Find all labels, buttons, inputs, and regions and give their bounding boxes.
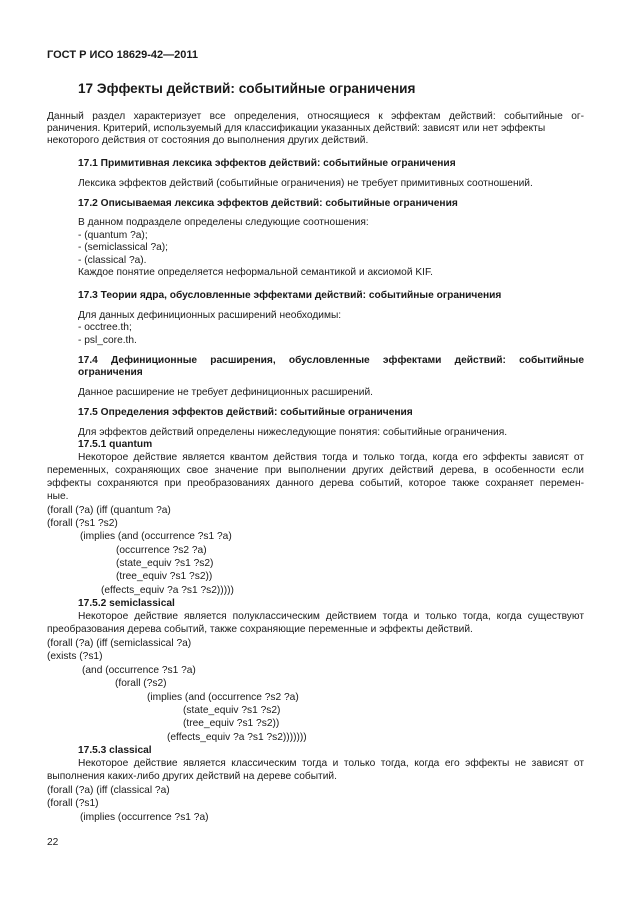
paragraph-line: Каждое понятие определяется неформальной семантикой и аксиомой KIF. (78, 267, 433, 278)
page-number: 22 (47, 837, 59, 848)
code-line: (occurrence ?s2 ?a) (116, 545, 207, 556)
section-17-1-heading: 17.1 Примитивная лексика эффектов действий: событийные ограничения (78, 158, 456, 169)
code-line: (effects_equiv ?a ?s1 ?s2))))))) (167, 732, 307, 743)
paragraph-line: выполнения каких-либо других действий на дереве событий. (47, 771, 337, 782)
paragraph-line: В данном подразделе определены следующие соотношения: (78, 217, 369, 228)
paragraph-line: преобразования дерева событий, также сохраняющие переменные и эффекты действий. (47, 624, 473, 635)
code-line: (forall (?s1) (47, 798, 99, 809)
list-item: - occtree.th; (78, 322, 132, 333)
code-line: (and (occurrence ?s1 ?a) (82, 665, 196, 676)
section-17-3-heading: 17.3 Теории ядра, обусловленные эффектами действий: событийные ограничения (78, 290, 502, 301)
code-line: (implies (and (occurrence ?s2 ?a) (147, 692, 299, 703)
section-17-4-text: Данное расширение не требует дефиниционных расширений. (78, 387, 373, 398)
section-17-heading: 17 Эффекты действий: событийные ограничения (78, 81, 416, 96)
section-17-5-intro: Для эффектов действий определены нижеследующие понятия: событийные ограничения. (78, 427, 508, 438)
code-line: (forall (?s1 ?s2) (47, 518, 118, 529)
code-line: (implies (and (occurrence ?s1 ?a) (80, 531, 232, 542)
document-header: ГОСТ Р ИСО 18629-42—2011 (47, 49, 199, 61)
paragraph-line: Некоторое действие является квантом действия тогда и только тогда, когда его эффекты зависят от (78, 452, 584, 463)
section-17-2-heading: 17.2 Описываемая лексика эффектов действий: событийные ограничения (78, 198, 458, 209)
section-17-5-heading: 17.5 Определения эффектов действий: событийные ограничения (78, 407, 413, 418)
code-line: (tree_equiv ?s1 ?s2)) (116, 571, 213, 582)
code-line: (state_equiv ?s1 ?s2) (183, 705, 281, 716)
paragraph-line: Некоторое действие является полуклассическим действием тогда и только тогда, когда существуют (78, 611, 584, 622)
code-line: (forall (?a) (iff (quantum ?a) (47, 505, 171, 516)
list-item: - (semiclassical ?a); (78, 242, 169, 253)
code-line: (exists (?s1) (47, 651, 103, 662)
code-line: (forall (?a) (iff (semiclassical ?a) (47, 638, 192, 649)
paragraph-line: раничения. Критерий, используемый для классификации указанных действий: зависят или нет эффекты (47, 123, 546, 134)
code-line: (tree_equiv ?s1 ?s2)) (183, 718, 280, 729)
paragraph-line: Данный раздел характеризует все определения, относящиеся к эффектам действий: событийные ог- (47, 111, 584, 122)
section-17-1-text: Лексика эффектов действий (событийные ограничения) не требует примитивных соотношений. (78, 178, 533, 189)
section-17-4-heading: 17.4 Дефиниционные расширения, обусловленные эффектами действий: событийные (78, 355, 584, 366)
section-17-4-heading-cont: ограничения (78, 367, 143, 378)
code-line: (effects_equiv ?a ?s1 ?s2))))) (101, 585, 234, 596)
paragraph-line: Некоторое действие является классическим тогда и только тогда, когда его эффекты не зависят от (78, 758, 584, 769)
code-line: (forall (?s2) (115, 678, 167, 689)
section-17-5-2-heading: 17.5.2 semiclassical (78, 598, 175, 609)
paragraph-line: Для данных дефиниционных расширений необходимы: (78, 310, 342, 321)
section-17-5-3-heading: 17.5.3 classical (78, 745, 152, 756)
code-line: (state_equiv ?s1 ?s2) (116, 558, 214, 569)
paragraph-line: ные. (47, 491, 69, 502)
list-item: - psl_core.th. (78, 335, 137, 346)
section-17-5-1-heading: 17.5.1 quantum (78, 439, 153, 450)
paragraph-line: некоторого действия от состояния до выполнения других действий. (47, 135, 369, 146)
code-line: (implies (occurrence ?s1 ?a) (80, 812, 209, 823)
list-item: - (quantum ?a); (78, 230, 148, 241)
paragraph-line: эффекты сохраняются при преобразованиях данного дерева событий, которое также сохраняет перемен- (47, 478, 584, 489)
paragraph-line: переменных, сохраняющих свое значение при выполнении других действий дерева, в особенности если (47, 465, 584, 476)
code-line: (forall (?a) (iff (classical ?a) (47, 785, 170, 796)
list-item: - (classical ?a). (78, 255, 147, 266)
